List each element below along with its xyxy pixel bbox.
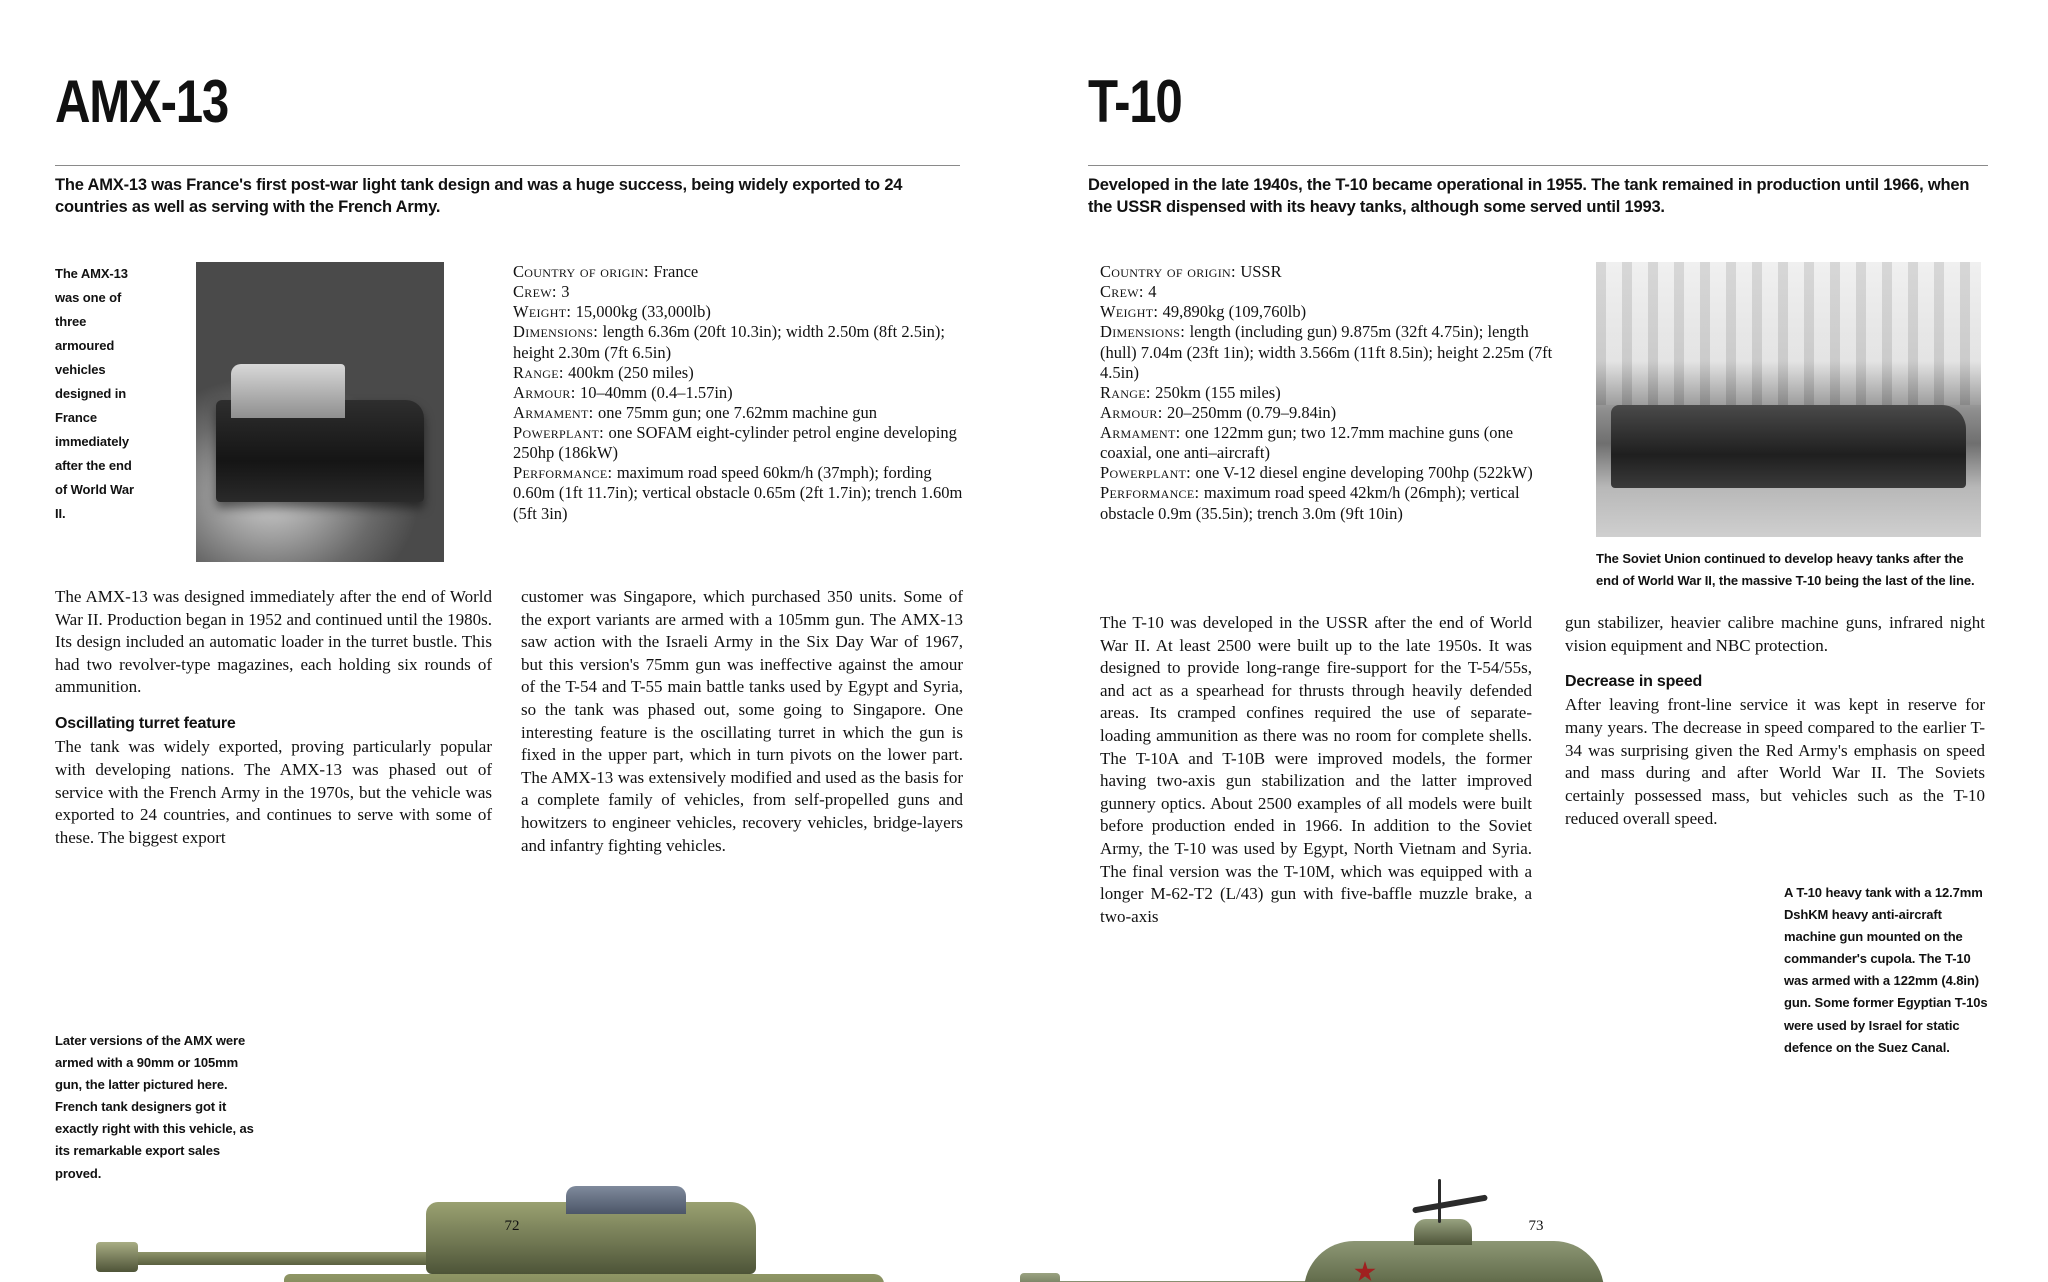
photo-caption-text: The Soviet Union continued to develop heavy tanks after the end of World War II, the massive T-10 being the last of the line.: [1596, 551, 1975, 589]
spec-value: one V-12 diesel engine developing 700hp (522kW): [1195, 463, 1533, 483]
body-paragraph: customer was Singapore, which purchased 350 units. Some of the export variants are armed with a 105mm gun. The AMX-13 saw action with the Israeli Army in the Six Day War of 1967, but this version's 75mm gun was ineffective against the amour of the T-54 and T-55 main battle tanks used by Egypt and Syria, so the tank was phased out, some going to Singapore. One interesting feature is the oscillating turret in which the gun is fixed in the upper part, which in turn pivots on the lower part. The AMX-13 was extensively modified and used as the basis for a complete family of vehicles, from self-propelled guns and howitzers to engineer vehicles, recovery vehicles, bridge-layers and infantry fighting vehicles.: [521, 587, 963, 855]
left-title-block: [55, 68, 960, 135]
spec-row: [1100, 463, 1568, 483]
spec-value: 10–40mm (0.4–1.57in): [580, 382, 733, 402]
body-paragraph: After leaving front-line service it was kept in reserve for many years. The decrease in speed compared to the earlier T-34 was surprising given the Red Army's emphasis on speed and mass during and after World War II. The Soviets certainly possessed mass, but vehicles such as the T-10 reduced overall speed.: [1565, 695, 1985, 828]
right-folio: 73: [1528, 1218, 1544, 1234]
spec-value: maximum road speed 42km/h (26mph); vertical obstacle 0.9m (35.5in); trench 3.0m (9ft 10in): [1100, 483, 1520, 523]
spec-label: Dimensions:: [1100, 322, 1190, 342]
spec-line: [1100, 463, 1568, 483]
spec-label: Weight:: [513, 302, 576, 322]
right-page: [1024, 0, 2048, 1282]
spec-label: Performance:: [513, 463, 617, 483]
standfirst-text: The AMX-13 was France's first post-war light tank design and was a huge success, being widely exported to 24 countries as well as serving with the French Army.: [55, 176, 903, 217]
left-standfirst: [55, 165, 960, 219]
body-paragraph: gun stabilizer, heavier calibre machine guns, infrared night vision equipment and NBC protection.: [1565, 613, 1985, 655]
spec-row: [1100, 383, 1568, 403]
spec-value: length (including gun) 9.875m (32ft 4.75in); length (hull) 7.04m (23ft 1in); width 3.566m (11ft 8.5in); height 2.25m (7ft 4.5in): [1100, 322, 1553, 382]
subheading: Decrease in speed: [1565, 673, 1703, 691]
spec-row: [513, 262, 963, 282]
left-folio: 72: [504, 1218, 520, 1234]
left-bottom-caption: [55, 1030, 255, 1185]
spec-value: one 122mm gun; two 12.7mm machine guns (one coaxial, one anti–aircraft): [1100, 423, 1514, 463]
body-paragraph: The AMX-13 was designed immediately after the end of World War II. Production began in 1952 and continued until the 1980s. Its design included an automatic loader in the turret bustle. This had two revolver-type magazines, each holding six rounds of ammunition.: [55, 587, 492, 697]
left-body-col-1: [55, 586, 492, 849]
spec-value: one SOFAM eight-cylinder petrol engine developing 250hp (186kW): [513, 423, 957, 463]
spec-line: [513, 423, 963, 463]
spec-label: Range:: [513, 362, 569, 382]
spec-row: [513, 322, 963, 362]
spec-label: Country of origin:: [1100, 262, 1241, 281]
spec-line: [1100, 282, 1568, 302]
spec-label: Range:: [1100, 382, 1156, 402]
spec-line: [1100, 423, 1568, 463]
spec-row: [1100, 282, 1568, 302]
subheading: Oscillating turret feature: [55, 715, 236, 733]
spec-row: [1100, 483, 1568, 523]
left-spec-table: [513, 262, 963, 524]
spec-line: [513, 302, 963, 322]
spec-label: Armament:: [513, 402, 598, 422]
body-paragraph: The tank was widely exported, proving particularly popular with developing nations. The AMX-13 was phased out of service with the French Army in the 1970s, but the vehicle was exported to 24 countries, and continues to serve with some of these. The biggest export: [55, 737, 492, 847]
spec-line: [513, 262, 963, 282]
spec-value: maximum road speed 60km/h (37mph); fording 0.60m (1ft 11.7in); vertical obstacle 0.65m (2ft 1.7in); trench 1.60m (5ft 3in): [513, 463, 963, 523]
spec-label: Armour:: [513, 382, 581, 402]
spec-row: [513, 282, 963, 302]
spec-value: 250km (155 miles): [1155, 382, 1281, 402]
spec-row: [1100, 302, 1568, 322]
spec-value: 20–250mm (0.79–9.84in): [1167, 402, 1337, 422]
spec-label: Armour:: [1100, 402, 1168, 422]
spec-label: Powerplant:: [513, 423, 609, 442]
spec-line: [1100, 302, 1568, 322]
body-paragraph: The T-10 was developed in the USSR after the end of World War II. At least 2500 were built up to the late 1950s. It was designed to provide long-range fire-support for the T-54/55s, and act as a spearhead for thrusts through heavily defended areas. Its cramped confines required the use of separate-loading ammunition as there was no room for complete shells. The T-10A and T-10B were improved models, the former having two-axis gun stabilization and the latter improved gunnery optics. About 2500 examples of all models were built before production ended in 1966. In addition to the Soviet Army, the T-10 was used by Egypt, North Vietnam and Syria. The final version was the T-10M, which was equipped with a longer M-62-T2 (L/43) gun with five-baffle muzzle brake, a two-axis: [1100, 613, 1532, 926]
left-side-caption: [55, 262, 147, 527]
amx13-photograph: [196, 262, 444, 562]
spec-row: [513, 302, 963, 322]
bottom-caption-text: A T-10 heavy tank with a 12.7mm DshKM heavy anti-aircraft machine gun mounted on the commander's cupola. The T-10 was armed with a 122mm (4.8in) gun. Some former Egyptian T-10s were used by Israel for static defence on the Suez Canal.: [1784, 885, 1988, 1055]
spec-line: [1100, 262, 1568, 282]
t10-photograph: [1596, 262, 1981, 537]
right-spec-table: [1100, 262, 1568, 524]
right-title-block: [1088, 68, 1988, 135]
side-caption-text: The AMX-13 was one of three armoured vehicles designed in France immediately after the end of World War II.: [55, 266, 134, 522]
bottom-caption-text: Later versions of the AMX were armed with a 90mm or 105mm gun, the latter pictured here. French tank designers got it exactly right with this vehicle, as its remarkable export sales proved.: [55, 1033, 254, 1181]
spec-row: [1100, 262, 1568, 282]
spec-row: [513, 423, 963, 463]
spec-line: [1100, 383, 1568, 403]
spec-line: [1100, 483, 1568, 523]
spec-row: [1100, 322, 1568, 382]
spec-line: [513, 322, 963, 362]
spec-line: [513, 463, 963, 523]
right-body-col-1: [1100, 612, 1532, 929]
right-bottom-caption: [1784, 882, 1989, 1059]
spec-line: [1100, 403, 1568, 423]
standfirst-text: Developed in the late 1940s, the T-10 became operational in 1955. The tank remained in production until 1966, when the USSR dispensed with its heavy tanks, although some served until 1993.: [1088, 176, 1970, 217]
spec-label: Crew:: [1100, 282, 1149, 302]
spec-label: Crew:: [513, 282, 562, 302]
right-photo-caption: [1596, 548, 1986, 592]
spec-line: [513, 403, 963, 423]
spec-label: Armament:: [1100, 423, 1185, 442]
spec-row: [513, 363, 963, 383]
spec-value: USSR: [1240, 262, 1282, 281]
spec-label: Country of origin:: [513, 262, 654, 281]
right-standfirst: [1088, 165, 1988, 219]
spec-row: [513, 383, 963, 403]
right-body-col-2: [1565, 612, 1985, 830]
page-title: AMX-13: [55, 68, 229, 135]
spec-value: 4: [1148, 282, 1157, 302]
spec-row: [1100, 423, 1568, 463]
spec-line: [1100, 322, 1568, 382]
spec-line: [513, 363, 963, 383]
spec-value: 400km (250 miles): [568, 362, 694, 382]
spec-label: Dimensions:: [513, 322, 603, 342]
spec-value: 49,890kg (109,760lb): [1162, 302, 1307, 322]
left-body-col-2: [521, 586, 963, 857]
spec-value: length 6.36m (20ft 10.3in); width 2.50m (8ft 2.5in); height 2.30m (7ft 6.5in): [513, 322, 945, 362]
spec-label: Powerplant:: [1100, 463, 1196, 483]
spec-label: Performance:: [1100, 483, 1204, 503]
spec-value: 3: [561, 282, 570, 302]
spec-value: France: [653, 262, 699, 281]
spec-row: [513, 403, 963, 423]
spec-row: [513, 463, 963, 523]
spec-label: Weight:: [1100, 302, 1163, 322]
spec-line: [513, 282, 963, 302]
page-title: T-10: [1088, 68, 1182, 135]
spec-row: [1100, 403, 1568, 423]
spec-line: [513, 383, 963, 403]
spec-value: one 75mm gun; one 7.62mm machine gun: [597, 402, 878, 422]
spec-value: 15,000kg (33,000lb): [575, 302, 711, 322]
